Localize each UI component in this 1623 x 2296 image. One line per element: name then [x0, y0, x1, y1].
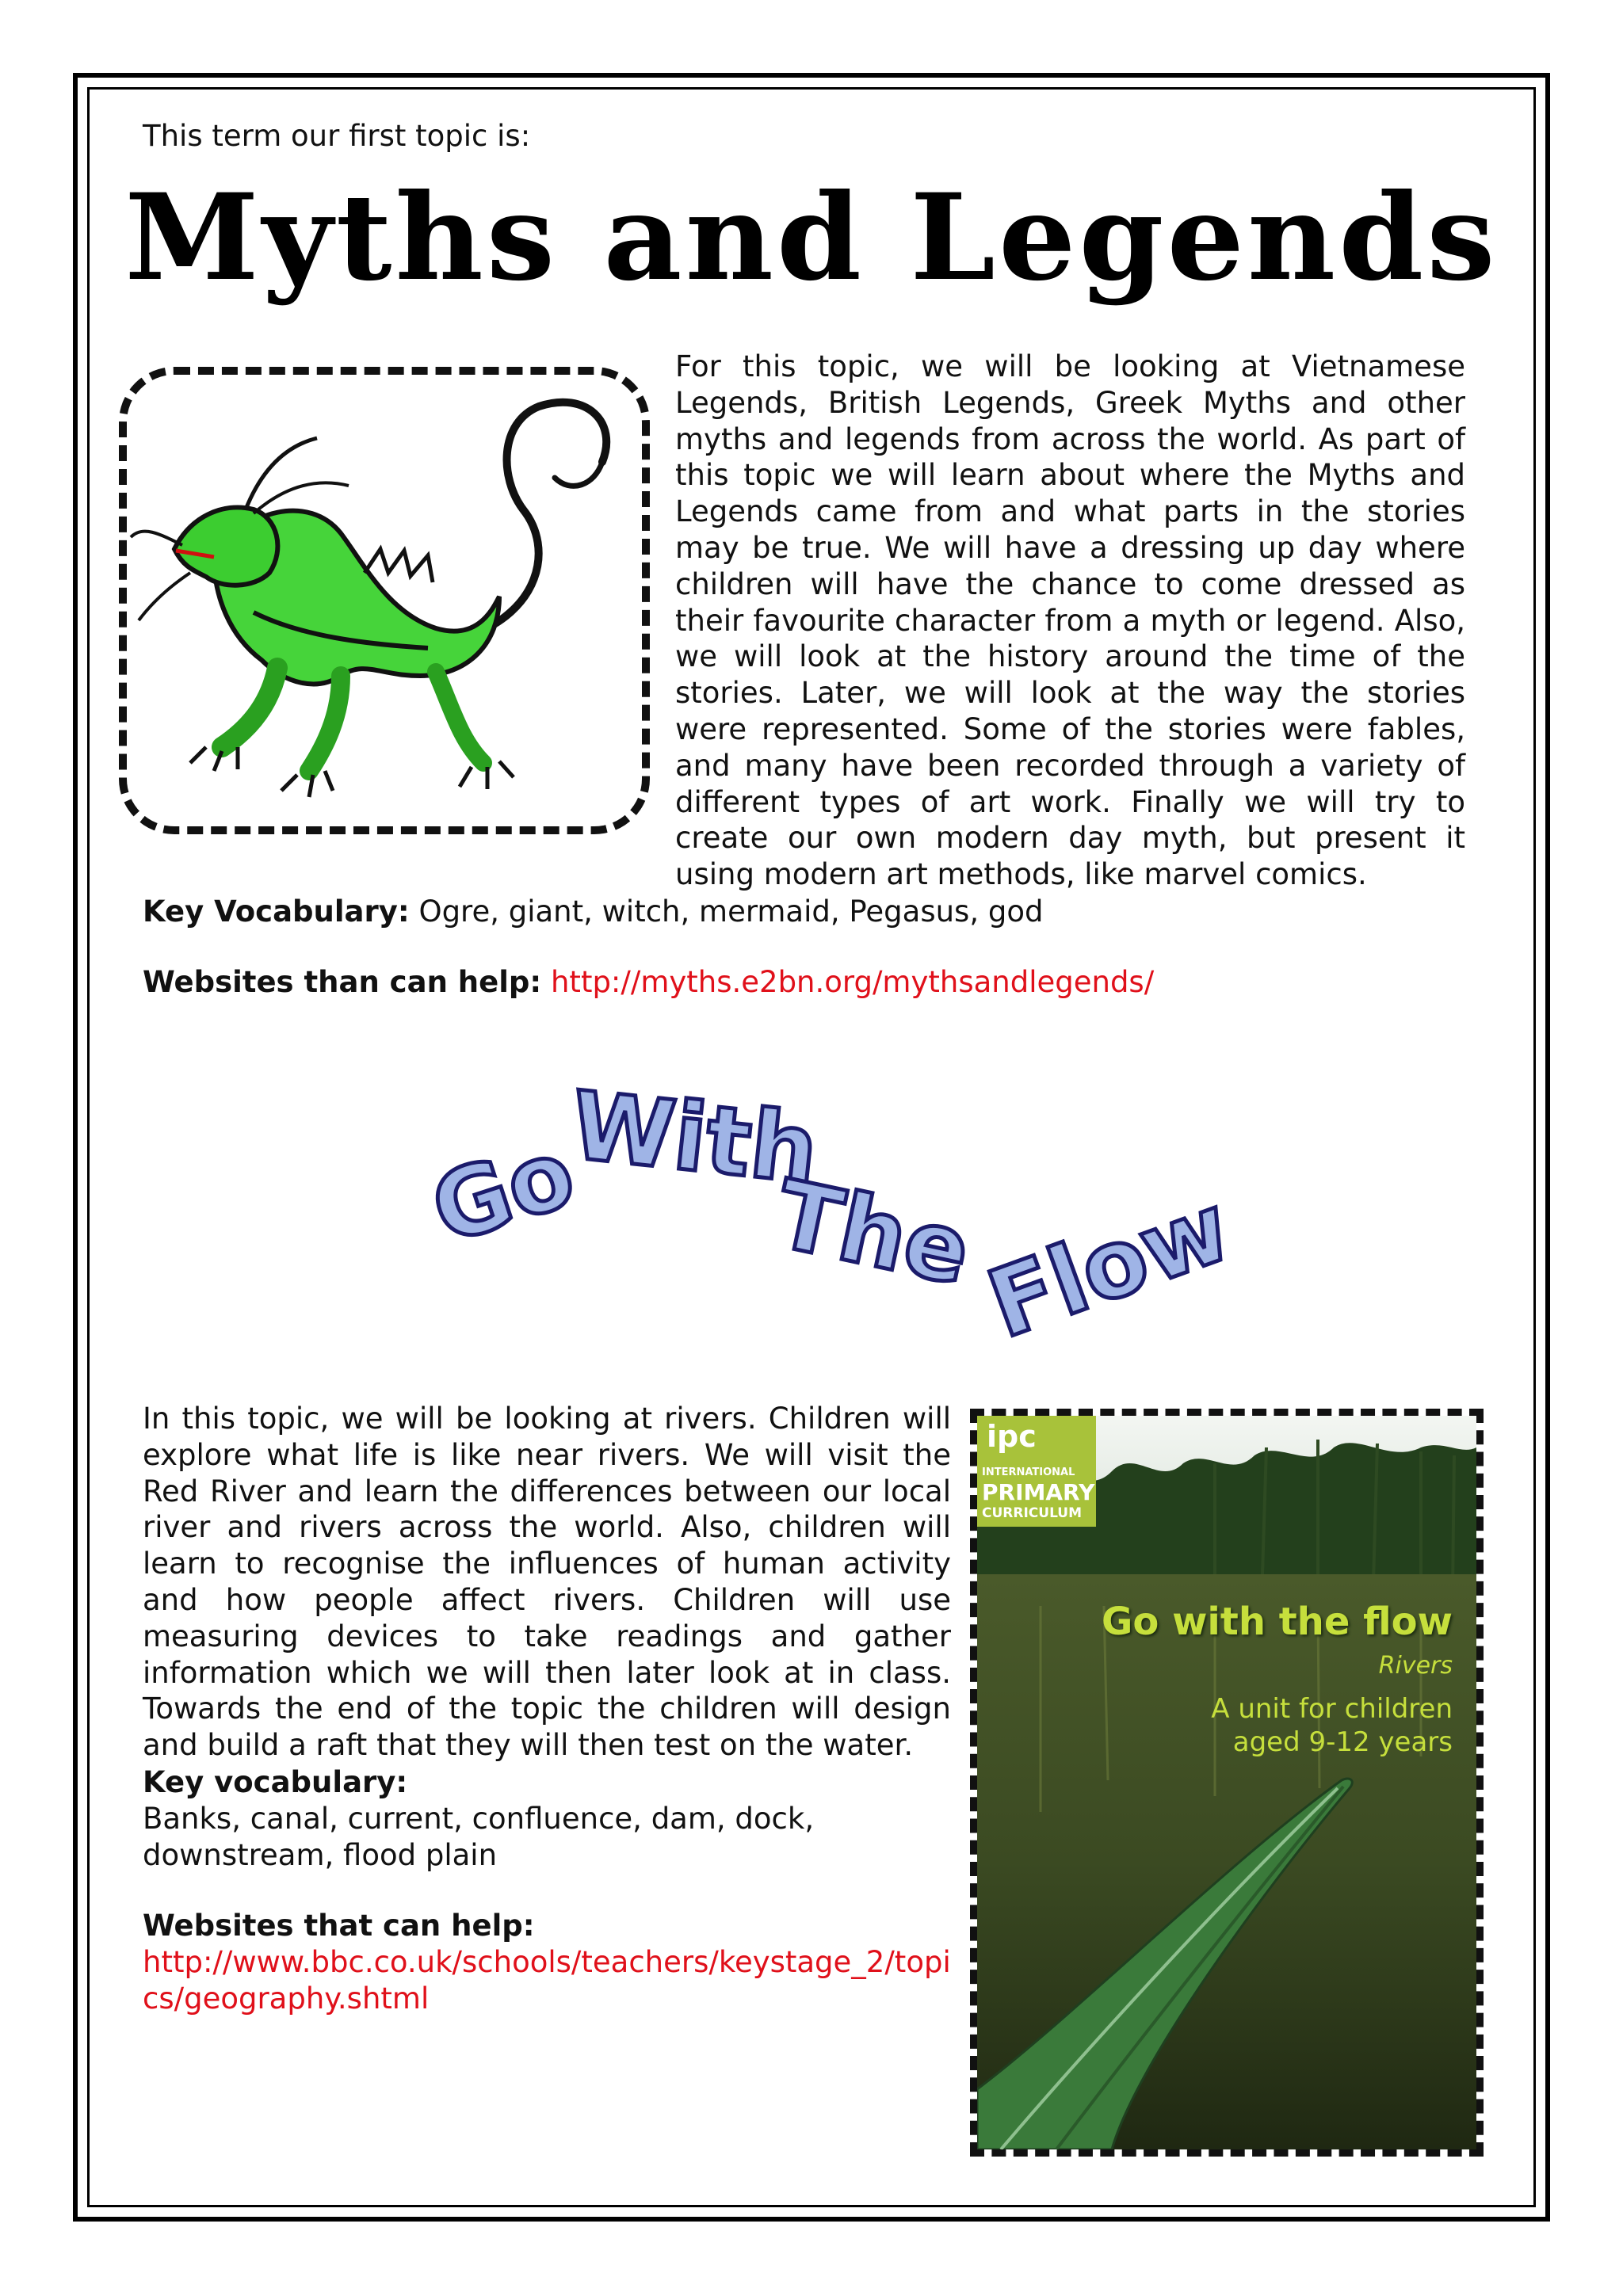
dragon-image-frame	[119, 367, 650, 834]
intro-text: This term our first topic is:	[143, 119, 531, 153]
topic1-web-label: Websites than can help:	[143, 965, 542, 999]
rivers-cover-image	[970, 1409, 1484, 2157]
cover-subtitle: Rivers	[1378, 1652, 1453, 1680]
cover-unit-line-2: aged 9-12 years	[1232, 1726, 1453, 1758]
ipc-line-2: PRIMARY	[982, 1479, 1095, 1505]
topic1-paragraph: For this topic, we will be looking at Vietnamese Legends, British Legends, Greek Myths and other myths and legends from across the world. As part of this topic we will learn about where the Myths and Legends came from and what parts in the stories may be true. We will have a dressing up day where children will have the chance to come dressed as their favourite character from a myth or legend. Also, we will look at the history around the time of the stories. Later, we will look at the way the stories were represented. Some of the stories were fables, and many have been recorded through a variety of different types of art work. Finally we will try to create our own modern day myth, but present it using modern art methods, like marvel comics.	[675, 349, 1465, 892]
green-dragon-icon	[127, 375, 658, 842]
topic2-title-word-4: Flow	[974, 1172, 1244, 1360]
topic2-vocab-words: Banks, canal, current, confluence, dam, dock, downstream, flood plain	[143, 1802, 815, 1872]
cover-unit-line-1: A unit for children	[1211, 1693, 1453, 1725]
topic2-web-label: Websites that can help:	[143, 1909, 535, 1943]
ipc-badge	[977, 1416, 1096, 1527]
ipc-line-1: INTERNATIONAL	[982, 1466, 1075, 1478]
cover-title: Go with the flow	[1102, 1600, 1453, 1644]
topic2-web-link[interactable]: http://www.bbc.co.uk/schools/teachers/keystage_2/topics/geography.shtml	[143, 1945, 951, 2016]
ipc-line-3: CURRICULUM	[982, 1505, 1083, 1521]
topic1-websites	[143, 965, 1154, 999]
topic1-vocab-words: Ogre, giant, witch, mermaid, Pegasus, god	[409, 894, 1044, 929]
topic1-title: Myths and Legends	[124, 168, 1499, 307]
topic2-title-word-3: The	[766, 1158, 980, 1306]
topic2-title-word-2: With	[566, 1070, 823, 1205]
topic1-vocab-label: Key Vocabulary:	[143, 894, 410, 929]
ipc-logo: ipc	[987, 1419, 1037, 1454]
topic2-title	[404, 1046, 1276, 1379]
topic2-vocab-label: Key vocabulary:	[143, 1765, 408, 1799]
topic1-vocabulary	[143, 894, 1043, 929]
topic2-paragraph: In this topic, we will be looking at rivers. Children will explore what life is like near rivers. We will visit the Red River and learn the differences between our local river and rivers across the world. Also, children will learn to recognise the influences of human activity and how people affect rivers. Children will use measuring devices to take readings and gather information which we will then later look at in class. Towards the end of the topic the children will design and build a raft that they will then test on the water.	[143, 1402, 951, 1763]
topic2-title-word-1: Go	[418, 1117, 587, 1265]
topic1-web-link[interactable]: http://myths.e2bn.org/mythsandlegends/	[550, 965, 1155, 999]
